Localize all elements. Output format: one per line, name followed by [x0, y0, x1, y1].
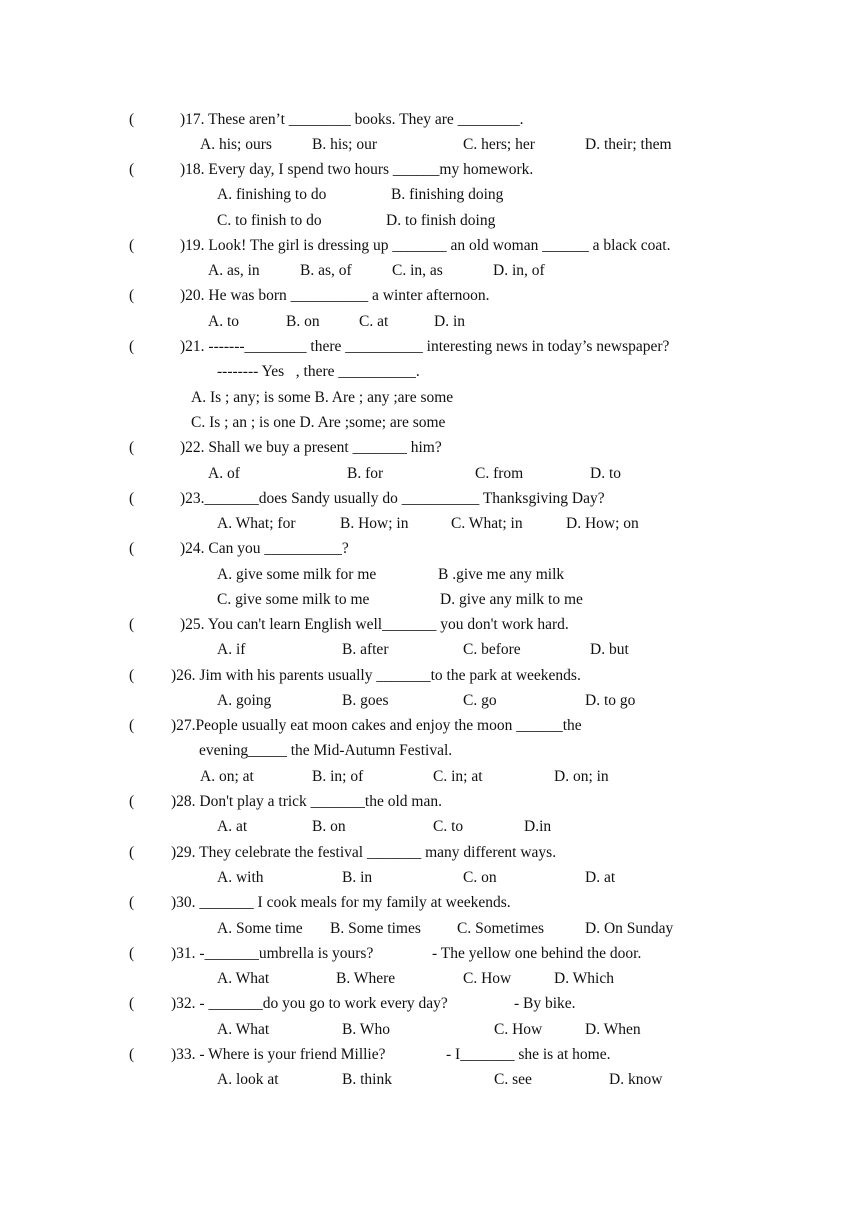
- answer-paren: (: [129, 439, 135, 456]
- option-a-17: A. his; ours: [200, 136, 272, 153]
- option-b-29: B. in: [342, 869, 373, 886]
- option-a-24: A. give some milk for me: [217, 566, 377, 583]
- option-b-19: B. as, of: [300, 262, 352, 279]
- option-c-24: C. give some milk to me: [217, 591, 370, 608]
- option-cd-21: C. Is ; an ; is one D. Are ;some; are some: [191, 414, 446, 431]
- option-d-28: D.in: [524, 818, 552, 835]
- option-b-17: B. his; our: [312, 136, 378, 153]
- option-a-33: A. look at: [217, 1071, 279, 1088]
- option-a-23: A. What; for: [217, 515, 296, 532]
- option-b-22: B. for: [347, 465, 384, 482]
- answer-paren: (: [129, 338, 135, 355]
- option-a-22: A. of: [208, 465, 240, 482]
- question-stem-32: )32. - _______do you go to work every day?: [171, 995, 448, 1012]
- option-c-23: C. What; in: [451, 515, 523, 532]
- question-stem-23: )23._______does Sandy usually do __________ Thanksgiving Day?: [180, 490, 605, 507]
- option-a-30: A. Some time: [217, 920, 303, 937]
- answer-paren: (: [129, 945, 135, 962]
- question-stem-28: )28. Don't play a trick _______the old man.: [171, 793, 442, 810]
- option-c-22: C. from: [475, 465, 524, 482]
- answer-paren: (: [129, 161, 135, 178]
- option-b-33: B. think: [342, 1071, 392, 1088]
- question-stem-20: )20. He was born __________ a winter afternoon.: [180, 287, 490, 304]
- option-d-27: D. on; in: [554, 768, 609, 785]
- question-stem-25: )25. You can't learn English well_______ you don't work hard.: [180, 616, 569, 633]
- option-c-28: C. to: [433, 818, 464, 835]
- option-c-27: C. in; at: [433, 768, 483, 785]
- answer-paren: (: [129, 894, 135, 911]
- option-b-32: B. Who: [342, 1021, 390, 1038]
- option-b-30: B. Some times: [330, 920, 421, 937]
- question-stem-19: )19. Look! The girl is dressing up _______ an old woman ______ a black coat.: [180, 237, 671, 254]
- option-d-23: D. How; on: [566, 515, 639, 532]
- answer-paren: (: [129, 995, 135, 1012]
- question-stem-30: )30. _______ I cook meals for my family at weekends.: [171, 894, 511, 911]
- question-stem-26: )26. Jim with his parents usually _______to the park at weekends.: [171, 667, 581, 684]
- question-answer-32: - By bike.: [514, 995, 576, 1012]
- option-a-29: A. with: [217, 869, 264, 886]
- answer-paren: (: [129, 667, 135, 684]
- option-c-20: C. at: [359, 313, 389, 330]
- question-stem-29: )29. They celebrate the festival _______ many different ways.: [171, 844, 557, 861]
- option-d-29: D. at: [585, 869, 616, 886]
- option-b-25: B. after: [342, 641, 389, 658]
- option-b-31: B. Where: [336, 970, 396, 987]
- option-d-19: D. in, of: [493, 262, 545, 279]
- question-stem-27: )27.People usually eat moon cakes and enjoy the moon ______the: [171, 717, 582, 734]
- option-c-31: C. How: [463, 970, 512, 987]
- option-b-28: B. on: [312, 818, 346, 835]
- question-stem-22: )22. Shall we buy a present _______ him?: [180, 439, 442, 456]
- option-a-18: A. finishing to do: [217, 186, 327, 203]
- answer-paren: (: [129, 1046, 135, 1063]
- option-b-18: B. finishing doing: [391, 186, 504, 203]
- option-d-22: D. to: [590, 465, 621, 482]
- option-d-31: D. Which: [554, 970, 614, 987]
- option-ab-21: A. Is ; any; is some B. Are ; any ;are some: [191, 389, 454, 406]
- option-c-19: C. in, as: [392, 262, 443, 279]
- question-stem-18: )18. Every day, I spend two hours ______my homework.: [180, 161, 534, 178]
- option-d-25: D. but: [590, 641, 629, 658]
- question-stem-21-reply: -------- Yes , there __________.: [217, 363, 420, 380]
- option-a-28: A. at: [217, 818, 248, 835]
- option-a-31: A. What: [217, 970, 270, 987]
- option-c-30: C. Sometimes: [457, 920, 544, 937]
- option-d-18: D. to finish doing: [386, 212, 496, 229]
- option-b-24: B .give me any milk: [438, 566, 565, 583]
- question-stem-21: )21. -------________ there __________ interesting news in today’s newspaper?: [180, 338, 670, 355]
- option-b-26: B. goes: [342, 692, 389, 709]
- answer-paren: (: [129, 717, 135, 734]
- option-d-30: D. On Sunday: [585, 920, 674, 937]
- option-c-29: C. on: [463, 869, 497, 886]
- option-c-32: C. How: [494, 1021, 543, 1038]
- option-a-19: A. as, in: [208, 262, 260, 279]
- question-stem-17: )17. These aren’t ________ books. They are ________.: [180, 111, 524, 128]
- option-a-25: A. if: [217, 641, 246, 658]
- option-d-32: D. When: [585, 1021, 641, 1038]
- option-c-26: C. go: [463, 692, 497, 709]
- option-c-33: C. see: [494, 1071, 532, 1088]
- option-d-33: D. know: [609, 1071, 663, 1088]
- option-b-27: B. in; of: [312, 768, 364, 785]
- answer-paren: (: [129, 540, 135, 557]
- answer-paren: (: [129, 844, 135, 861]
- question-answer-33: - I_______ she is at home.: [446, 1046, 611, 1063]
- answer-paren: (: [129, 793, 135, 810]
- option-c-17: C. hers; her: [463, 136, 535, 153]
- option-c-25: C. before: [463, 641, 521, 658]
- answer-paren: (: [129, 616, 135, 633]
- answer-paren: (: [129, 490, 135, 507]
- option-d-17: D. their; them: [585, 136, 672, 153]
- option-a-32: A. What: [217, 1021, 270, 1038]
- option-d-24: D. give any milk to me: [440, 591, 583, 608]
- question-answer-31: - The yellow one behind the door.: [432, 945, 642, 962]
- question-stem-31: )31. -_______umbrella is yours?: [171, 945, 374, 962]
- option-c-18: C. to finish to do: [217, 212, 322, 229]
- answer-paren: (: [129, 287, 135, 304]
- option-d-26: D. to go: [585, 692, 636, 709]
- question-stem-24: )24. Can you __________?: [180, 540, 349, 557]
- option-b-20: B. on: [286, 313, 320, 330]
- option-a-27: A. on; at: [200, 768, 254, 785]
- option-a-20: A. to: [208, 313, 239, 330]
- question-stem-27-cont: evening_____ the Mid-Autumn Festival.: [199, 742, 453, 759]
- option-b-23: B. How; in: [340, 515, 409, 532]
- answer-paren: (: [129, 237, 135, 254]
- question-stem-33: )33. - Where is your friend Millie?: [171, 1046, 386, 1063]
- option-a-26: A. going: [217, 692, 272, 709]
- option-d-20: D. in: [434, 313, 465, 330]
- answer-paren: (: [129, 111, 135, 128]
